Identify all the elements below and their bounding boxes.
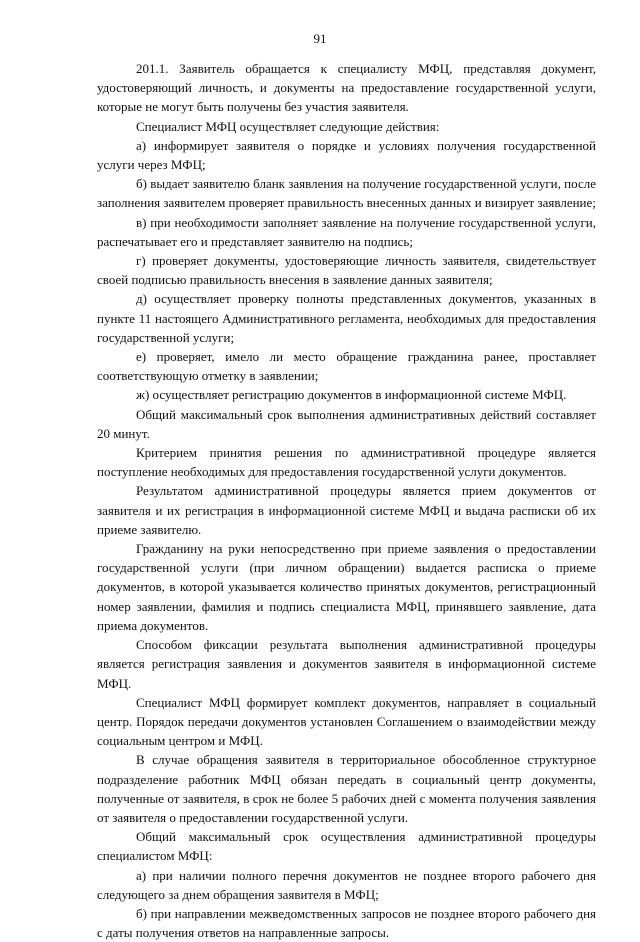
list-item-zh: ж) осуществляет регистрацию документов в информационной системе МФЦ. — [136, 387, 567, 403]
paragraph-decision-criterion: Критерием принятия решения по административной процедуре является поступление необходимых для предоставления государственной услуги документов. — [97, 445, 596, 480]
paragraph-total-time: Общий максимальный срок осуществления административной процедуры специалистом МФЦ: — [97, 829, 596, 864]
paragraph-territorial-unit: В случае обращения заявителя в территориальное обособленное структурное подразделение работник МФЦ обязан передать в социальный центр документы, полученные от заявителя, в срок не более 5 рабочих дней с момента получения заявления от заявителя о предоставлении государственной услуги. — [97, 752, 596, 825]
paragraph-fixation-method: Способом фиксации результата выполнения административной процедуры является регистрация заявления и документов заявителя в информационной системе МФЦ. — [97, 637, 596, 691]
page-number: 91 — [313, 31, 327, 46]
paragraph-document-transfer: Специалист МФЦ формирует комплект документов, направляет в социальный центр. Порядок передачи документов установлен Соглашением о взаимодействии между социальным центром и МФЦ. — [97, 694, 596, 749]
list-item-e: е) проверяет, имело ли место обращение гражданина ранее, проставляет соответствующую отметку в заявлении; — [97, 349, 596, 384]
paragraph-specialist-actions: Специалист МФЦ осуществляет следующие действия: — [136, 118, 440, 134]
document-body — [97, 59, 596, 942]
term-item-b: б) при направлении межведомственных запросов не позднее второго рабочего дня с даты получения ответов на направленные запросы. — [97, 905, 596, 941]
paragraph-receipt: Гражданину на руки непосредственно при приеме заявления о предоставлении государственной услуги (при личном обращении) выдается расписка о приеме документов, в которой указывается количество принятых документов, регистрационный номер заявлении, фамилия и подпись специалиста МФЦ, принявшего заявление, дата приема документов. — [97, 541, 596, 633]
list-item-v: в) при необходимости заполняет заявление на получение государственной услуги, распечатывает его и представляет заявителю на подпись; — [97, 214, 596, 249]
list-item-g: г) проверяет документы, удостоверяющие личность заявителя, свидетельствует своей подписью правильность внесения в заявление данных заявителя; — [97, 253, 596, 288]
paragraph-201-1: 201.1. Заявитель обращается к специалисту МФЦ, представляя документ, удостоверяющий личность, и документы на предоставление государственной услуги, которые не могут быть получены без участия заявителя. — [97, 61, 596, 115]
paragraph-max-time: Общий максимальный срок выполнения административных действий составляет 20 минут. — [97, 406, 596, 441]
term-item-a: а) при наличии полного перечня документов не позднее второго рабочего дня следующего за днем обращения заявителя в МФЦ; — [97, 867, 596, 902]
list-item-d: д) осуществляет проверку полноты представленных документов, указанных в пункте 11 настоящего Административного регламента, необходимых для предоставления государственной услуги; — [97, 291, 596, 345]
list-item-b: б) выдает заявителю бланк заявления на получение государственной услуги, после заполнения заявителем проверяет правильность внесенных данных и визирует заявление; — [97, 176, 596, 211]
list-item-a: а) информирует заявителя о порядке и условиях получения государственной услуги через МФЦ; — [97, 137, 596, 173]
paragraph-procedure-result: Результатом административной процедуры является прием документов от заявителя и их регистрация в информационной системе МФЦ и выдача расписки об их приеме заявителю. — [97, 483, 596, 537]
